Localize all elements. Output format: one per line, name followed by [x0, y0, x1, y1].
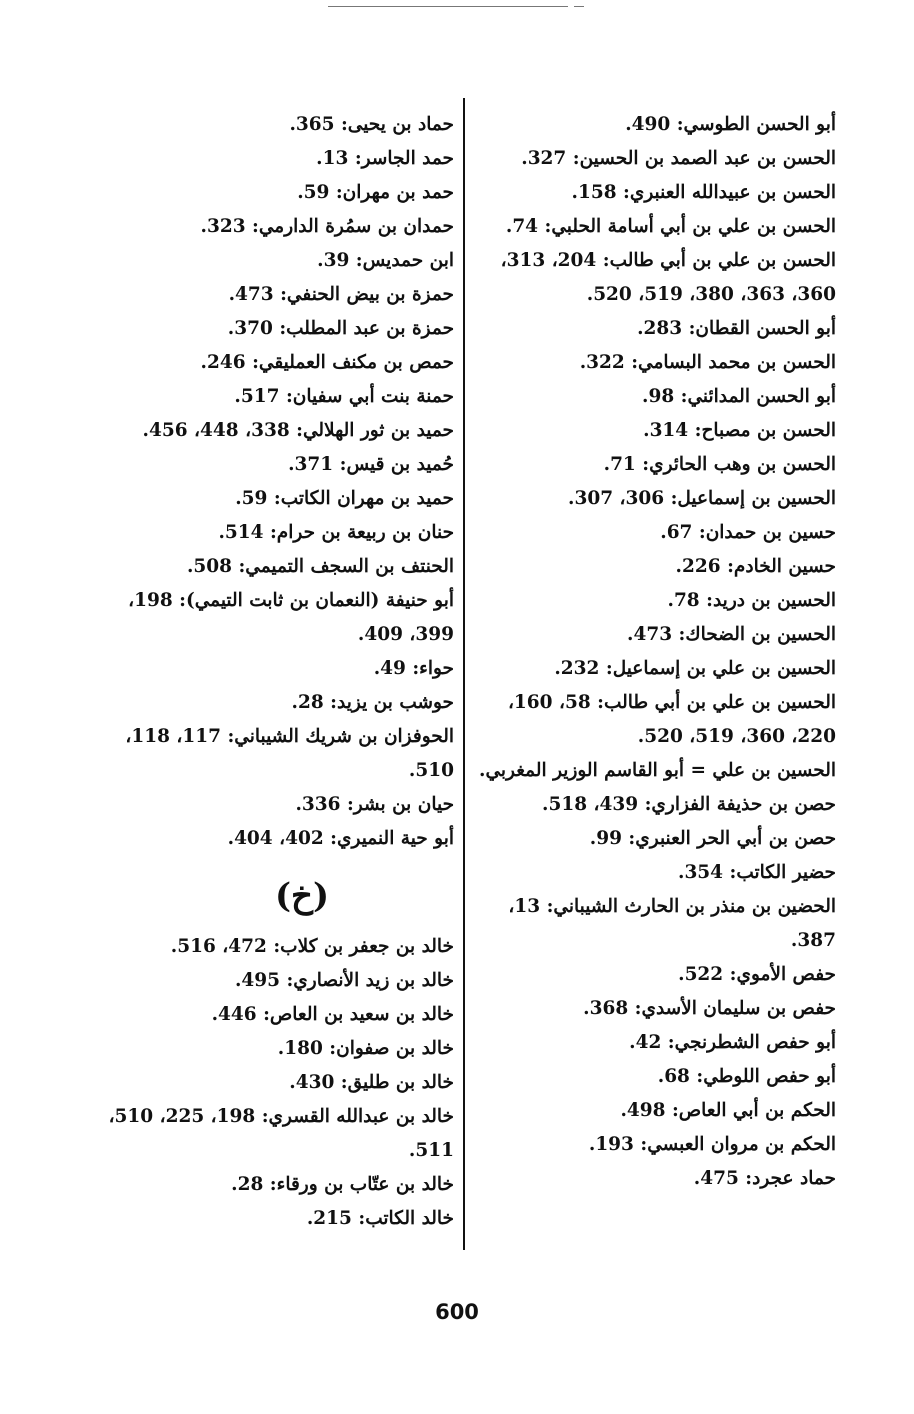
index-entry: حماد عجرد: 475. — [693, 1168, 836, 1189]
index-entry: حمد بن مهران: 59. — [297, 182, 454, 203]
index-entry: خالد بن صفوان: 180. — [277, 1038, 454, 1059]
index-entry: الحسن بن وهب الحائري: 71. — [603, 454, 836, 475]
index-entry: أبو حفص اللوطي: 68. — [657, 1066, 836, 1087]
index-entry: حضير الكاتب: 354. — [677, 862, 836, 883]
index-entry: خالد بن عبدالله القسري: 198، 225، 510، 511. — [108, 1106, 454, 1161]
index-entry: حفص الأموي: 522. — [678, 964, 836, 985]
index-entry: حميد بن ثور الهلالي: 338، 448، 456. — [142, 420, 454, 441]
index-entry: حواء: 49. — [373, 658, 454, 679]
index-entry: حسين بن حمدان: 67. — [660, 522, 836, 543]
index-entry: الحسين بن علي بن أبي طالب: 58، 160، 220، 360، 519، 520. — [507, 692, 836, 747]
index-entry: الحكم بن أبي العاص: 498. — [620, 1100, 836, 1121]
index-entry: حصن بن حذيفة الفزاري: 439، 518. — [542, 794, 836, 815]
index-entry: حفص بن سليمان الأسدي: 368. — [583, 998, 836, 1019]
index-entry: الحسين بن علي بن إسماعيل: 232. — [554, 658, 836, 679]
index-entry: أبو حفص الشطرنجي: 42. — [629, 1032, 836, 1053]
index-entry: خالد بن زيد الأنصاري: 495. — [234, 970, 454, 991]
index-entry: الحسن بن علي بن أبي أسامة الحلبي: 74. — [505, 216, 836, 237]
index-entry: الحسين بن الضحاك: 473. — [627, 624, 836, 645]
index-entry: خالد بن سعيد بن العاص: 446. — [211, 1004, 454, 1025]
index-entry: أبو حية النميري: 402، 404. — [227, 828, 454, 849]
index-entry: حمدان بن سمُرة الدارمي: 323. — [200, 216, 454, 237]
index-entry: حمزة بن عبد المطلب: 370. — [227, 318, 454, 339]
index-entry: خالد بن طليق: 430. — [289, 1072, 454, 1093]
index-entry: أبو الحسن القطان: 283. — [637, 318, 836, 339]
index-entry: الحسن بن عبيدالله العنبري: 158. — [571, 182, 836, 203]
index-entry: حمزة بن بيض الحنفي: 473. — [228, 284, 454, 305]
index-entry: أبو الحسن المدائني: 98. — [642, 386, 836, 407]
section-heading-kha: (خ) — [274, 876, 330, 916]
index-entry: أبو الحسن الطوسي: 490. — [625, 114, 836, 135]
index-entry: الحسين بن إسماعيل: 306، 307. — [568, 488, 836, 509]
column-divider — [463, 98, 465, 1250]
page-number: 600 — [435, 1300, 479, 1324]
index-entry: حسين الخادم: 226. — [675, 556, 836, 577]
index-entry: حُميد بن قيس: 371. — [288, 454, 454, 475]
index-entry: خالد الكاتب: 215. — [306, 1208, 454, 1229]
index-entry: الحضين بن منذر بن الحارث الشيباني: 13، 387. — [508, 896, 836, 951]
index-entry: حماد بن يحيى: 365. — [289, 114, 454, 135]
index-entry: حمد الجاسر: 13. — [316, 148, 454, 169]
index-entry: الحسن بن مصباح: 314. — [643, 420, 836, 441]
index-entry: حيان بن بشر: 336. — [295, 794, 454, 815]
index-entry: الحسن بن علي بن أبي طالب: 204، 313، 360، 363، 380، 519، 520. — [500, 250, 836, 305]
index-entry: حمنة بنت أبي سفيان: 517. — [234, 386, 454, 407]
index-entry: الحسن بن عبد الصمد بن الحسين: 327. — [521, 148, 836, 169]
index-entry: حوشب بن يزيد: 28. — [291, 692, 454, 713]
top-rule — [328, 6, 568, 7]
index-entry: حنان بن ربيعة بن حرام: 514. — [218, 522, 454, 543]
index-entry: أبو حنيفة (النعمان بن ثابت التيمي): 198، 399، 409. — [128, 590, 454, 645]
index-entry: الحكم بن مروان العبسي: 193. — [588, 1134, 836, 1155]
index-column-left — [100, 108, 454, 1236]
index-column-right — [478, 108, 836, 1196]
index-entry: خالد بن عتّاب بن ورقاء: 28. — [231, 1174, 454, 1195]
index-entry: الحوفزان بن شريك الشيباني: 117، 118، 510. — [125, 726, 454, 781]
index-entry: حميد بن مهران الكاتب: 59. — [235, 488, 454, 509]
index-entry: الحنتف بن السجف التميمي: 508. — [186, 556, 454, 577]
index-entry: حمص بن مكنف العمليقي: 246. — [200, 352, 454, 373]
index-entry: الحسن بن محمد البسامي: 322. — [579, 352, 836, 373]
index-entry: الحسين بن علي = أبو القاسم الوزير المغربي. — [479, 760, 836, 781]
index-entry: حصن بن أبي الحر العنبري: 99. — [589, 828, 836, 849]
index-entry: ابن حمديس: 39. — [317, 250, 454, 271]
top-rule-tail — [574, 6, 584, 7]
index-entry: خالد بن جعفر بن كلاب: 472، 516. — [170, 936, 454, 957]
index-entry: الحسين بن دريد: 78. — [667, 590, 836, 611]
